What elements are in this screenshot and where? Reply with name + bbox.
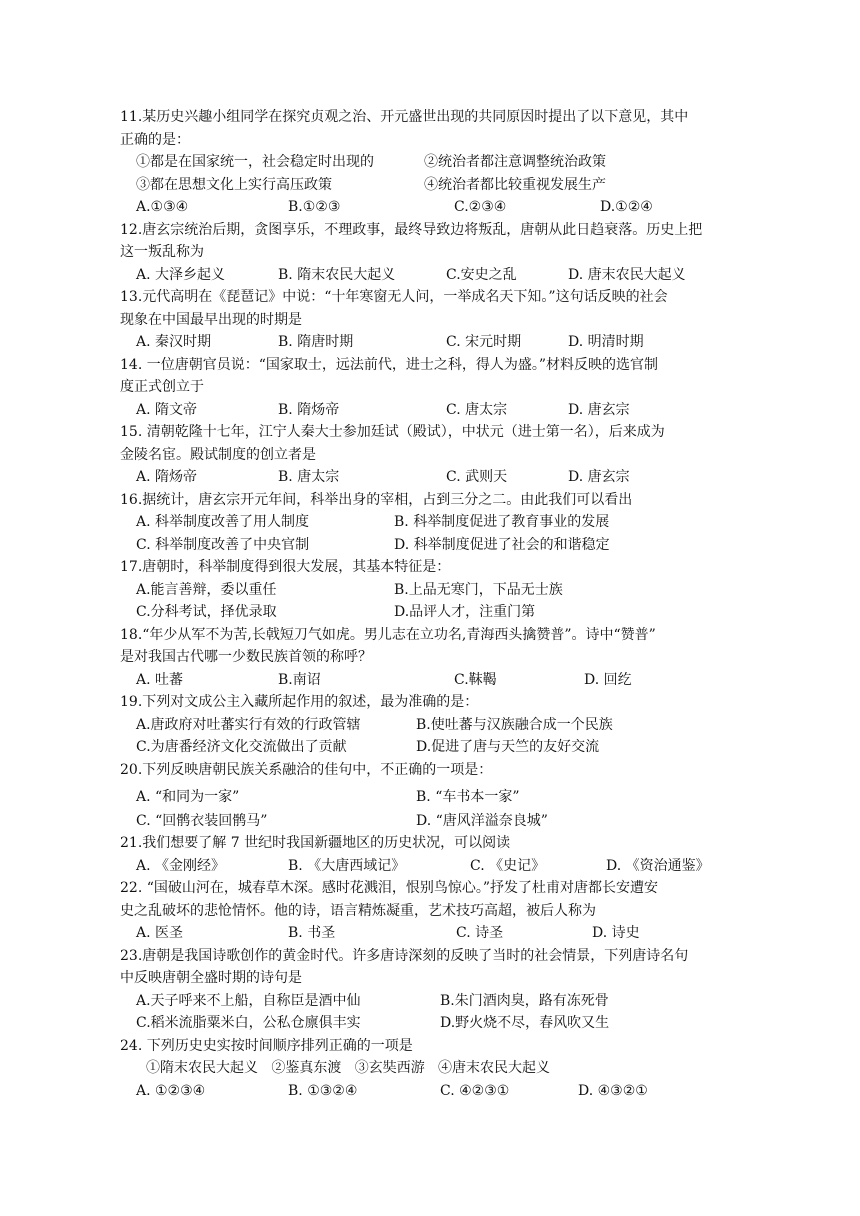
q21-stem-line1: 21.我们想要了解 7 世纪时我国新疆地区的历史状况，可以阅读 — [120, 835, 511, 851]
q24-option-d: D. ④③②① — [578, 1083, 648, 1099]
q19-option-d: D.促进了唐与天竺的友好交流 — [416, 739, 600, 755]
q19-option-a: A.唐政府对吐蕃实行有效的行政管辖 — [136, 717, 361, 733]
q16-option-c: C. 科举制度改善了中央官制 — [136, 537, 310, 553]
q11-stem-line1: 11.某历史兴趣小组同学在探究贞观之治、开元盛世出现的共同原因时提出了以下意见，其中 — [120, 109, 689, 125]
q13-option-b: B. 隋唐时期 — [278, 334, 354, 350]
q13-option-d: D. 明清时期 — [568, 334, 644, 350]
q15-option-b: B. 唐太宗 — [278, 469, 340, 485]
q22-option-c: C. 诗圣 — [456, 925, 504, 941]
q18-stem-line1: 18.“年少从军不为苦,长戟短刀气如虎。男儿志在立功名,青海西头擒赞普”。诗中“赞普” — [120, 627, 656, 643]
q16-option-b: B. 科举制度促进了教育事业的发展 — [394, 514, 610, 530]
q17-option-d: D.品评人才，注重门第 — [394, 604, 536, 620]
q17-option-b: B.上品无寒门，下品无士族 — [394, 582, 563, 598]
q23-option-b: B.朱门酒肉臭，路有冻死骨 — [440, 993, 609, 1009]
q15-stem-line1: 15. 清朝乾隆十七年，江宁人秦大士参加廷试（殿试），中状元（进士第一名），后来成为 — [120, 424, 665, 440]
q22-option-d: D. 诗史 — [592, 925, 640, 941]
q24-event-list: ①隋末农民大起义 ②鉴真东渡 ③玄奘西游 ④唐末农民大起义 — [146, 1060, 551, 1076]
q15-stem-line2: 金陵名宦。殿试制度的创立者是 — [120, 447, 316, 463]
q13-stem-line1: 13.元代高明在《琵琶记》中说：“十年寒窗无人问，一举成名天下知。”这句话反映的社会 — [120, 289, 668, 305]
q14-option-b: B. 隋炀帝 — [278, 402, 340, 418]
q12-option-c: C.安史之乱 — [446, 267, 517, 283]
q24-stem-line1: 24. 下列历史史实按时间顺序排列正确的一项是 — [120, 1038, 413, 1054]
q12-stem-line1: 12.唐玄宗统治后期，贪图享乐，不理政事，最终导致边将叛乱，唐朝从此日趋衰落。历史上把 — [120, 222, 703, 238]
q21-option-a: A. 《金刚经》 — [136, 858, 226, 874]
q18-option-c: C.靺鞨 — [454, 672, 497, 688]
q13-option-a: A. 秦汉时期 — [136, 334, 212, 350]
q16-option-d: D. 科举制度促进了社会的和谐稳定 — [394, 537, 610, 553]
q24-option-a: A. ①②③④ — [136, 1083, 206, 1099]
q20-stem-line1: 20.下列反映唐朝民族关系融洽的佳句中，不正确的一项是： — [120, 762, 493, 778]
q17-option-c: C.分科考试，择优录取 — [136, 604, 277, 620]
q20-option-d: D. “唐风洋溢奈良城” — [416, 813, 548, 829]
q14-stem-line1: 14. 一位唐朝官员说：“国家取士，远法前代，进士之科，得人为盛。”材料反映的选官制 — [120, 357, 659, 373]
q12-option-a: A. 大泽乡起义 — [136, 267, 226, 283]
q18-option-d: D. 回纥 — [584, 672, 632, 688]
q24-option-b: B. ①③②④ — [288, 1083, 358, 1099]
q23-stem-line1: 23.唐朝是我国诗歌创作的黄金时代。许多唐诗深刻的反映了当时的社会情景，下列唐诗名句 — [120, 948, 689, 964]
q13-option-c: C. 宋元时期 — [446, 334, 522, 350]
q23-option-a: A.天子呼来不上船，自称臣是酒中仙 — [136, 993, 361, 1009]
q16-option-a: A. 科举制度改善了用人制度 — [136, 514, 310, 530]
q22-stem-line2: 史之乱破坏的悲怆情怀。他的诗，语言精炼凝重，艺术技巧高超，被后人称为 — [120, 903, 596, 919]
q17-stem-line1: 17.唐朝时，科举制度得到很大发展，其基本特征是： — [120, 559, 451, 575]
q14-stem-line2: 度正式创立于 — [120, 379, 204, 395]
q24-option-c: C. ④②③① — [440, 1083, 510, 1099]
q11-statement-3: ③都在思想文化上实行高压政策 — [136, 177, 332, 193]
q11-option-a: A.①③④ — [136, 199, 189, 215]
q23-option-d: D.野火烧不尽，春风吹又生 — [440, 1015, 610, 1031]
q12-option-d: D. 唐末农民大起义 — [568, 267, 686, 283]
q11-stem-line2: 正确的是： — [120, 132, 190, 148]
q15-option-c: C. 武则天 — [446, 469, 508, 485]
q22-option-b: B. 书圣 — [288, 925, 336, 941]
q12-stem-line2: 这一叛乱称为 — [120, 244, 204, 260]
q15-option-a: A. 隋炀帝 — [136, 469, 198, 485]
q19-option-c: C.为唐番经济文化交流做出了贡献 — [136, 739, 347, 755]
q16-stem-line1: 16.据统计，唐玄宗开元年间，科举出身的宰相，占到三分之二。由此我们可以看出 — [120, 492, 633, 508]
q20-option-a: A. “和同为一家” — [136, 789, 240, 805]
q19-stem-line1: 19.下列对文成公主入藏所起作用的叙述，最为准确的是： — [120, 694, 479, 710]
q11-statement-4: ④统治者都比较重视发展生产 — [424, 177, 606, 193]
q23-stem-line2: 中反映唐朝全盛时期的诗句是 — [120, 970, 302, 986]
q14-option-d: D. 唐玄宗 — [568, 402, 630, 418]
q21-option-d: D. 《资治通鉴》 — [606, 858, 710, 874]
q11-statement-1: ①都是在国家统一，社会稳定时出现的 — [136, 154, 374, 170]
q15-option-d: D. 唐玄宗 — [568, 469, 630, 485]
q20-option-c: C. “回鹘衣装回鹘马” — [136, 813, 268, 829]
q11-option-d: D.①②④ — [600, 199, 653, 215]
q19-option-b: B.使吐蕃与汉族融合成一个民族 — [416, 717, 613, 733]
q12-option-b: B. 隋末农民大起义 — [278, 267, 396, 283]
q17-option-a: A.能言善辩，委以重任 — [136, 582, 277, 598]
q18-stem-line2: 是对我国古代哪一少数民族首领的称呼？ — [120, 649, 372, 665]
q11-statement-2: ②统治者都注意调整统治政策 — [424, 154, 606, 170]
q14-option-c: C. 唐太宗 — [446, 402, 508, 418]
q13-stem-line2: 现象在中国最早出现的时期是 — [120, 312, 302, 328]
q21-option-c: C. 《史记》 — [470, 858, 546, 874]
q11-option-c: C.②③④ — [454, 199, 507, 215]
q22-option-a: A. 医圣 — [136, 925, 184, 941]
q18-option-b: B.南诏 — [278, 672, 321, 688]
q22-stem-line1: 22. “国破山河在，城春草木深。感时花溅泪，恨别鸟惊心。”抒发了杜甫对唐都长安遭安 — [120, 880, 659, 896]
q21-option-b: B. 《大唐西域记》 — [288, 858, 406, 874]
q18-option-a: A. 吐蕃 — [136, 672, 184, 688]
q20-option-b: B. “车书本一家” — [416, 789, 520, 805]
q11-option-b: B.①②③ — [288, 199, 341, 215]
q23-option-c: C.稻米流脂粟米白，公私仓廪俱丰实 — [136, 1015, 361, 1031]
q14-option-a: A. 隋文帝 — [136, 402, 198, 418]
